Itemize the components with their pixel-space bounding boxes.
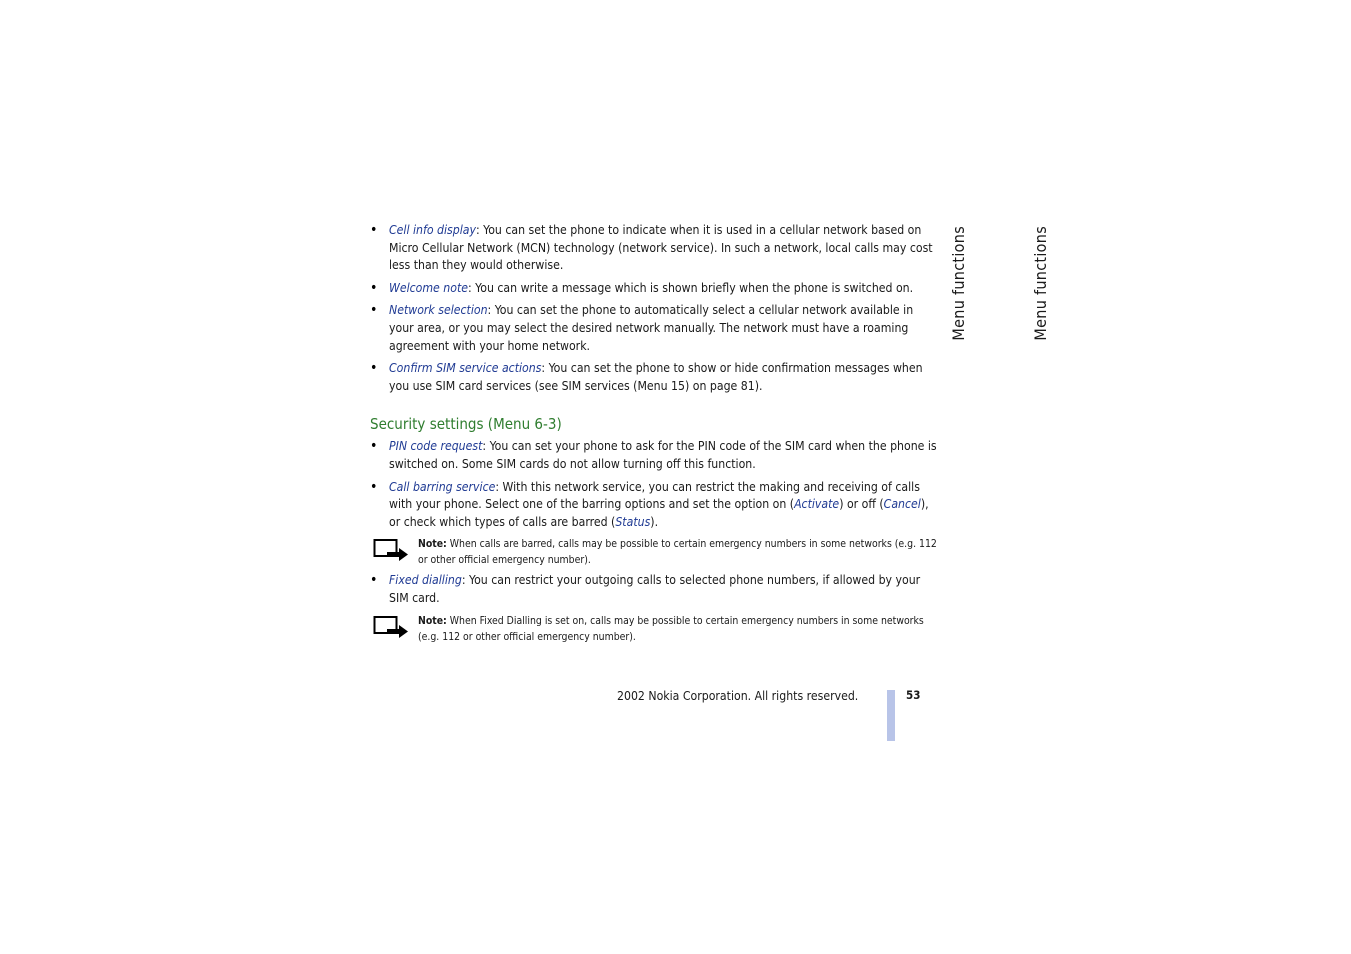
side-tab-label: Menu functions	[1031, 226, 1050, 341]
term-welcome-note: Welcome note	[389, 280, 468, 295]
list-item	[370, 438, 938, 473]
item-description: : With this network service, you can restrict the making and receiving of calls with your phone. Select one of the barring options and set the option on (	[389, 479, 920, 512]
item-description: : You can set the phone to show or hide confirmation messages when you use SIM card services (see SIM services (Menu 15) on page 81).	[389, 361, 923, 393]
term-pin-code-request: PIN code request	[389, 439, 483, 454]
list-item	[370, 572, 938, 607]
security-list	[370, 438, 938, 531]
term-call-barring-service: Call barring service	[389, 479, 496, 494]
list-item	[370, 302, 938, 355]
item-description: : You can set your phone to ask for the PIN code of the SIM card when the phone is switched on. Some SIM cards do not allow turning off this function.	[389, 439, 937, 471]
note-icon	[373, 537, 409, 561]
list-item	[370, 360, 938, 395]
item-description: : You can set the phone to automatically select a cellular network available in your area, or you may select the desired network manually. The network must have a roaming agreement with your home network.	[389, 303, 914, 353]
list-item	[370, 479, 938, 532]
page-number: 53	[906, 688, 921, 702]
term-fixed-dialling: Fixed dialling	[389, 573, 462, 588]
item-description: : You can set the phone to indicate when it is used in a cellular network based on Micro Cellular Network (MCN) technology (network service). In such a network, local calls may cost less than they would otherwise.	[389, 223, 933, 273]
section-heading: Security settings (Menu 6-3)	[370, 415, 562, 434]
side-tab-label: Menu functions	[949, 226, 968, 341]
item-description: ) or off (	[839, 497, 884, 512]
list-item	[370, 280, 938, 298]
item-description: : You can restrict your outgoing calls to selected phone numbers, if allowed by your SIM card.	[389, 573, 921, 605]
item-description: : You can write a message which is shown briefly when the phone is switched on.	[468, 280, 914, 295]
note-call-barring	[370, 536, 938, 568]
note-text: When Fixed Dialling is set on, calls may be possible to certain emergency numbers in some networks (e.g. 112 or other official emergency number).	[418, 614, 924, 643]
term-confirm-sim-service-actions: Confirm SIM service actions	[389, 361, 542, 376]
item-description: ), or check which types of calls are barred (	[389, 497, 929, 529]
note-icon	[373, 614, 409, 638]
list-item	[370, 222, 938, 275]
page-content	[370, 222, 938, 649]
settings-list	[370, 222, 938, 395]
option-status: Status	[615, 514, 651, 529]
copyright-text: 2002 Nokia Corporation. All rights reserved.	[617, 689, 859, 703]
note-label: Note:	[418, 538, 447, 551]
page-marker-bar	[887, 690, 895, 741]
item-description: ).	[650, 514, 659, 529]
option-activate: Activate	[794, 497, 840, 512]
term-network-selection: Network selection	[389, 303, 488, 318]
note-fixed-dialling	[370, 613, 938, 645]
note-text: When calls are barred, calls may be possible to certain emergency numbers in some networks (e.g. 112 or other official emergency number).	[418, 538, 937, 567]
fixed-dialling-list	[370, 572, 938, 607]
term-cell-info-display: Cell info display	[389, 223, 476, 237]
option-cancel: Cancel	[883, 497, 921, 512]
note-label: Note:	[418, 614, 447, 627]
